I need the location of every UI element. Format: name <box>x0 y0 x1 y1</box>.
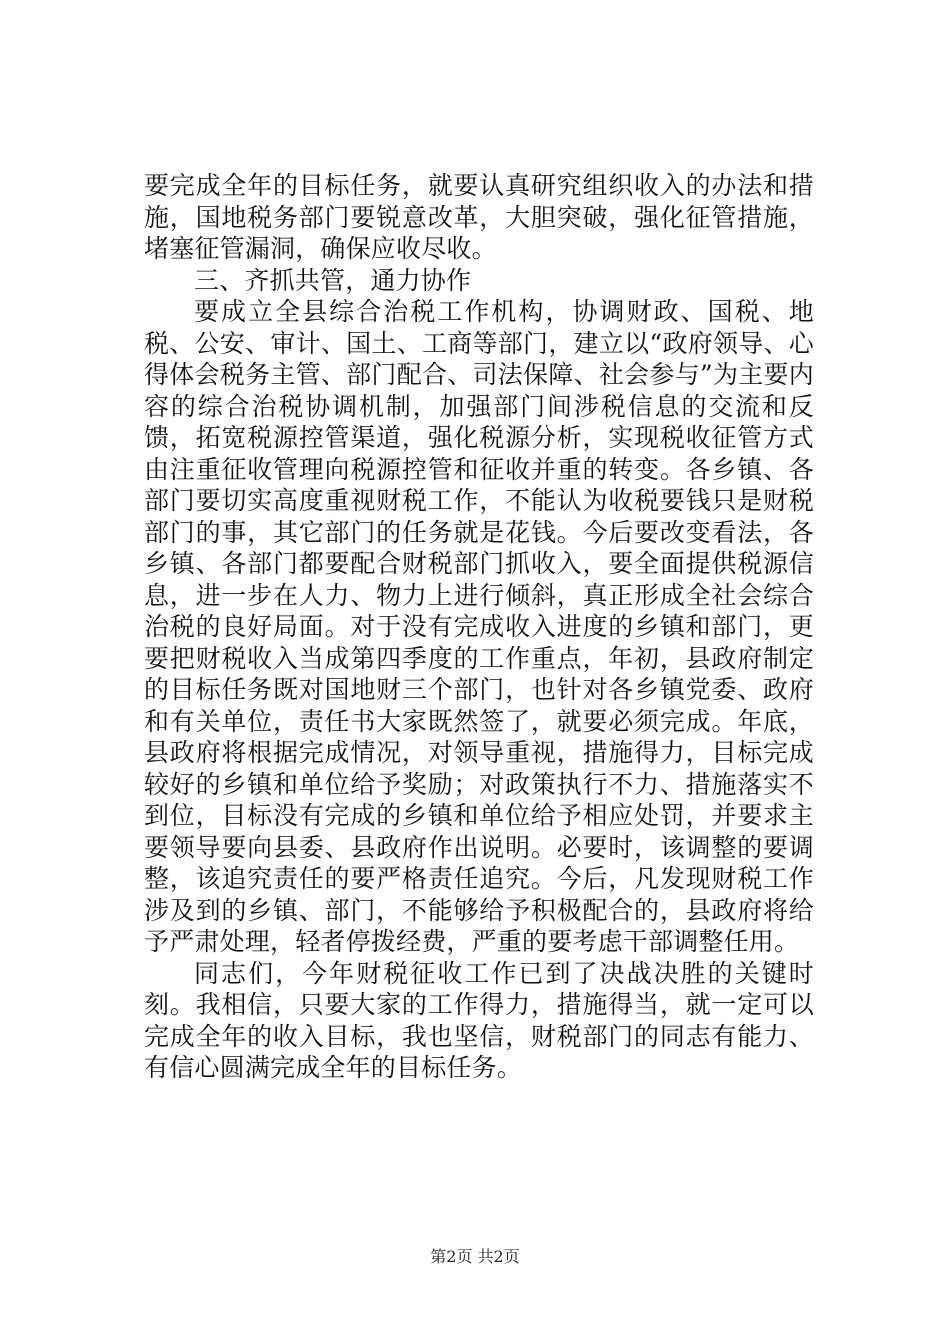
paragraph-coordination: 要成立全县综合治税工作机构，协调财政、国税、地税、公安、审计、国土、工商等部门，建立以“政府领导、心得体会税务主管、部门配合、司法保障、社会参与”为主要内容的综合治税协调机制，加强部门间涉税信息的交流和反馈，拓宽税源控管渠道，强化税源分析，实现税收征管方式由注重征收管理向税源控管和征收并重的转变。各乡镇、各部门要切实高度重视财税工作，不能认为收税要钱只是财税部门的事，其它部门的任务就是花钱。今后要改变看法，各乡镇、各部门都要配合财税部门抓收入，要全面提供税源信息，进一步在人力、物力上进行倾斜，真正形成全社会综合治税的良好局面。对于没有完成收入进度的乡镇和部门，更要把财税收入当成第四季度的工作重点，年初，县政府制定的目标任务既对国地财三个部门，也针对各乡镇党委、政府和有关单位，责任书大家既然签了，就要必须完成。年底，县政府将根据完成情况，对领导重视，措施得力，目标完成较好的乡镇和单位给予奖励；对政策执行不力、措施落实不到位，目标没有完成的乡镇和单位给予相应处罚，并要求主要领导要向县委、县政府作出说明。必要时，该调整的要调整，该追究责任的要严格责任追究。今后，凡发现财税工作涉及到的乡镇、部门，不能够给予积极配合的，县政府将给予严肃处理，轻者停拨经费，严重的要考虑干部调整任用。 <box>144 297 814 956</box>
document-body <box>144 170 814 1084</box>
paragraph-closing: 同志们，今年财税征收工作已到了决战决胜的关键时刻。我相信，只要大家的工作得力，措施得当，就一定可以完成全年的收入目标，我也坚信，财税部门的同志有能力、有信心圆满完成全年的目标任务。 <box>144 958 814 1082</box>
section-heading: 三、齐抓共管，通力协作 <box>194 265 472 295</box>
paragraph-continuation: 要完成全年的目标任务，就要认真研究组织收入的办法和措施，国地税务部门要锐意改革，大胆突破，强化征管措施，堵塞征管漏洞，确保应收尽收。 <box>144 171 814 263</box>
page-footer: 第2页 共2页 <box>430 1247 520 1266</box>
